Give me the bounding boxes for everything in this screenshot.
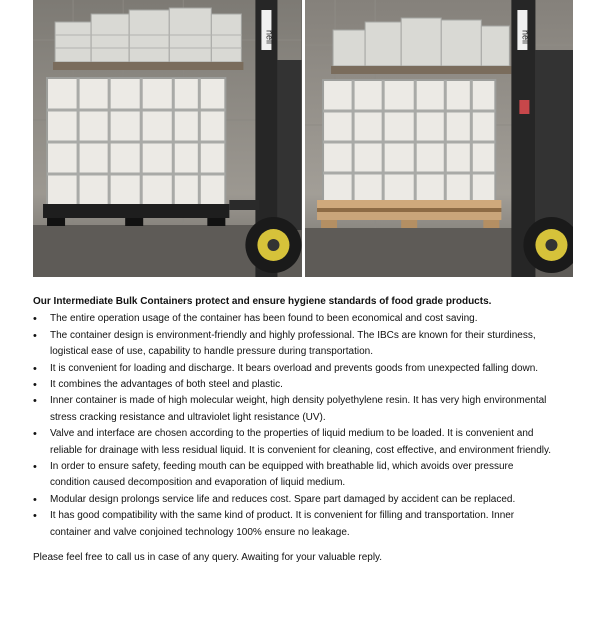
feature-item: • In order to ensure safety, feeding mouth can be equipped with breathable lid, which avoids over pressure condition caused decomposition and evaporation of liquid medium. [33,459,553,492]
feature-list [33,311,553,541]
feature-item: • The container design is environment-friendly and highly professional. The IBCs are known for their sturdiness, logistical ease of use, capability to handle pressure during transportation. [33,328,553,361]
mast-label: heli [519,30,530,45]
product-photo-strip [33,0,573,277]
ibc-plastic-pallet-illustration [33,0,302,277]
feature-item: • It has good compatibility with the same kind of product. It is convenient for filling and transportation. Inner container and valve conjoined technology 100% ensure no leakage. [33,508,553,541]
mast-label: heli [264,30,275,45]
feature-item: • Modular design prolongs service life and reduces cost. Spare part damaged by accident can be replaced. [33,492,553,508]
ibc-wooden-pallet-illustration [305,0,574,277]
description-heading: Our Intermediate Bulk Containers protect and ensure hygiene standards of food grade products. [33,296,492,307]
ibc-plastic-pallet-photo [33,0,302,277]
feature-item: • Inner container is made of high molecular weight, high density polyethylene resin. It has very high environmental stress cracking resistance and ultraviolet light resistance (UV). [33,393,553,426]
ibc-wooden-pallet-photo [305,0,574,277]
closing-note: Please feel free to call us in case of any query. Awaiting for your valuable reply. [33,552,383,564]
feature-item: • It is convenient for loading and discharge. It bears overload and prevents goods from unexpected falling down. [33,361,553,377]
feature-item: • Valve and interface are chosen according to the properties of liquid medium to be loaded. It is convenient and reliable for drainage with less residual liquid. It is convenient for cleaning, cost effective, and environment friendly. [33,426,553,459]
feature-item: • It combines the advantages of both steel and plastic. [33,377,553,393]
feature-item: • The entire operation usage of the container has been found to been economical and cost saving. [33,311,553,327]
product-description [33,294,553,577]
